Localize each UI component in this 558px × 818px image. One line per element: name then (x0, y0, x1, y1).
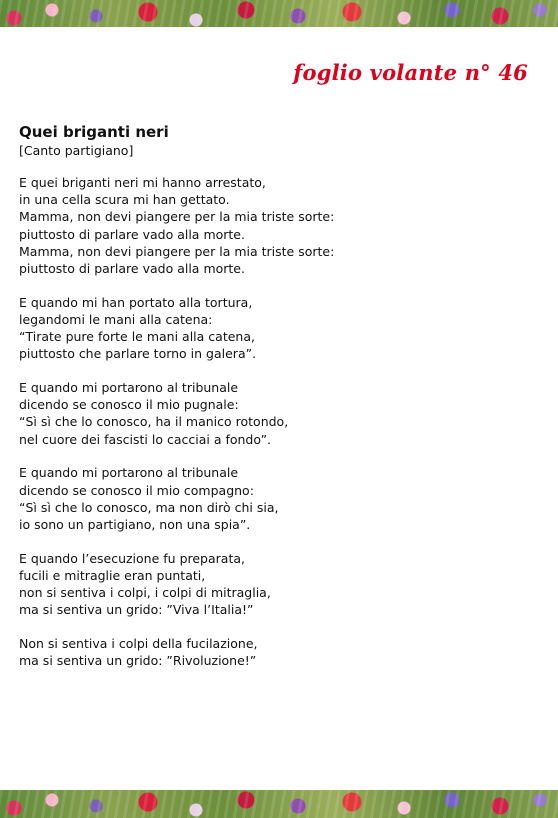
verse-line: Mamma, non devi piangere per la mia triste sorte: (19, 243, 335, 259)
stanza (19, 635, 519, 669)
top-flower-banner (0, 0, 558, 27)
verse-line: E quando mi portarono al tribunale (19, 465, 239, 481)
verse-line: dicendo se conosco il mio pugnale: (19, 397, 239, 413)
verse-line: E quando mi han portato alla tortura, (19, 294, 253, 310)
song-body (19, 122, 519, 686)
stanza-list (19, 174, 519, 669)
verse-line: piuttosto di parlare vado alla morte. (19, 226, 245, 242)
verse-line: Non si sentiva i colpi della fucilazione, (19, 635, 258, 651)
verse-line: “Sì sì che lo conosco, ma non dirò chi sia, (19, 499, 279, 515)
verse-line: Mamma, non devi piangere per la mia triste sorte: (19, 209, 335, 225)
song-title: Quei briganti neri (19, 123, 169, 141)
verse-line: E quando mi portarono al tribunale (19, 380, 239, 396)
verse-line: ma si sentiva un grido: ”Viva l’Italia!” (19, 602, 254, 618)
verse-line: legandomi le mani alla catena: (19, 311, 213, 327)
verse-line: “Sì sì che lo conosco, ha il manico rotondo, (19, 414, 289, 430)
page-title: foglio volante n° 46 (293, 60, 528, 85)
verse-line: E quando l’esecuzione fu preparata, (19, 550, 245, 566)
song-subtitle: [Canto partigiano] (19, 143, 134, 158)
stanza (19, 464, 519, 533)
verse-line: nel cuore dei fascisti lo cacciai a fondo”. (19, 431, 272, 447)
verse-line: E quei briganti neri mi hanno arrestato, (19, 175, 266, 190)
verse-line: piuttosto di parlare vado alla morte. (19, 261, 245, 277)
stanza (19, 379, 519, 448)
verse-line: in una cella scura mi han gettato. (19, 192, 230, 208)
stanza (19, 174, 519, 277)
stanza (19, 550, 519, 619)
stanza (19, 294, 519, 363)
verse-line: fucili e mitraglie eran puntati, (19, 567, 206, 583)
verse-line: dicendo se conosco il mio compagno: (19, 482, 254, 498)
verse-line: non si sentiva i colpi, i colpi di mitraglia, (19, 585, 271, 601)
verse-line: “Tirate pure forte le mani alla catena, (19, 329, 255, 345)
verse-line: ma si sentiva un grido: ”Rivoluzione!” (19, 653, 257, 669)
verse-line: piuttosto che parlare torno in galera”. (19, 346, 257, 362)
bottom-flower-banner (0, 790, 558, 818)
verse-line: io sono un partigiano, non una spia”. (19, 516, 251, 532)
